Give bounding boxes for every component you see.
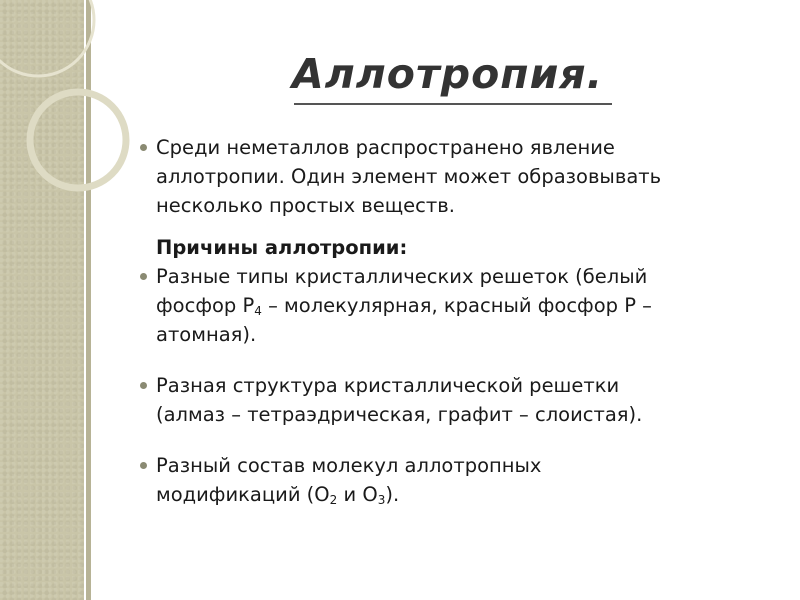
reason-2-line-2: (алмаз – тетраэдрическая, графит – слоистая).: [156, 403, 643, 426]
bullet-icon: [140, 382, 147, 389]
bullet-icon: [140, 273, 147, 280]
decorative-circles-icon: [0, 0, 140, 260]
intro-line-2: аллотропии. Один элемент может образовывать: [156, 165, 662, 188]
slide-body: [140, 133, 780, 509]
reason-2-line-1: Разная структура кристаллической решетки: [156, 374, 620, 397]
reason-1-line-3: атомная).: [156, 323, 257, 346]
reasons-heading: Причины аллотропии:: [156, 236, 408, 259]
reason-3-line-2-post: ).: [385, 483, 400, 506]
bullet-item-reason-3: [140, 451, 780, 509]
reason-3-line-2: [156, 480, 780, 509]
intro-line-3: несколько простых веществ.: [156, 194, 455, 217]
bullet-icon: [140, 462, 147, 469]
bullet-item-reason-1: [140, 262, 780, 349]
reason-1-subscript: 4: [254, 304, 262, 318]
reason-3-subscript-1: 2: [329, 493, 338, 507]
bullet-item-reason-2: [140, 371, 780, 429]
reason-3-line-2-pre: модификаций (O: [156, 483, 330, 506]
reason-3-line-2-mid: и O: [337, 483, 378, 506]
slide-title: Аллотропия.: [292, 50, 604, 98]
bullet-icon: [140, 144, 147, 151]
bullet-item-intro: [140, 133, 780, 220]
intro-line-1: Среди неметаллов распространено явление: [156, 136, 615, 159]
reason-3-subscript-2: 3: [377, 493, 386, 507]
reason-3-line-1: Разный состав молекул аллотропных: [156, 454, 542, 477]
reason-1-line-2-post: – молекулярная, красный фосфор P –: [261, 294, 652, 317]
reason-1-line-2: [156, 291, 780, 320]
reason-1-line-2-pre: фосфор P: [156, 294, 255, 317]
title-underline: [294, 103, 612, 105]
reason-1-line-1: Разные типы кристаллических решеток (белый: [156, 265, 648, 288]
